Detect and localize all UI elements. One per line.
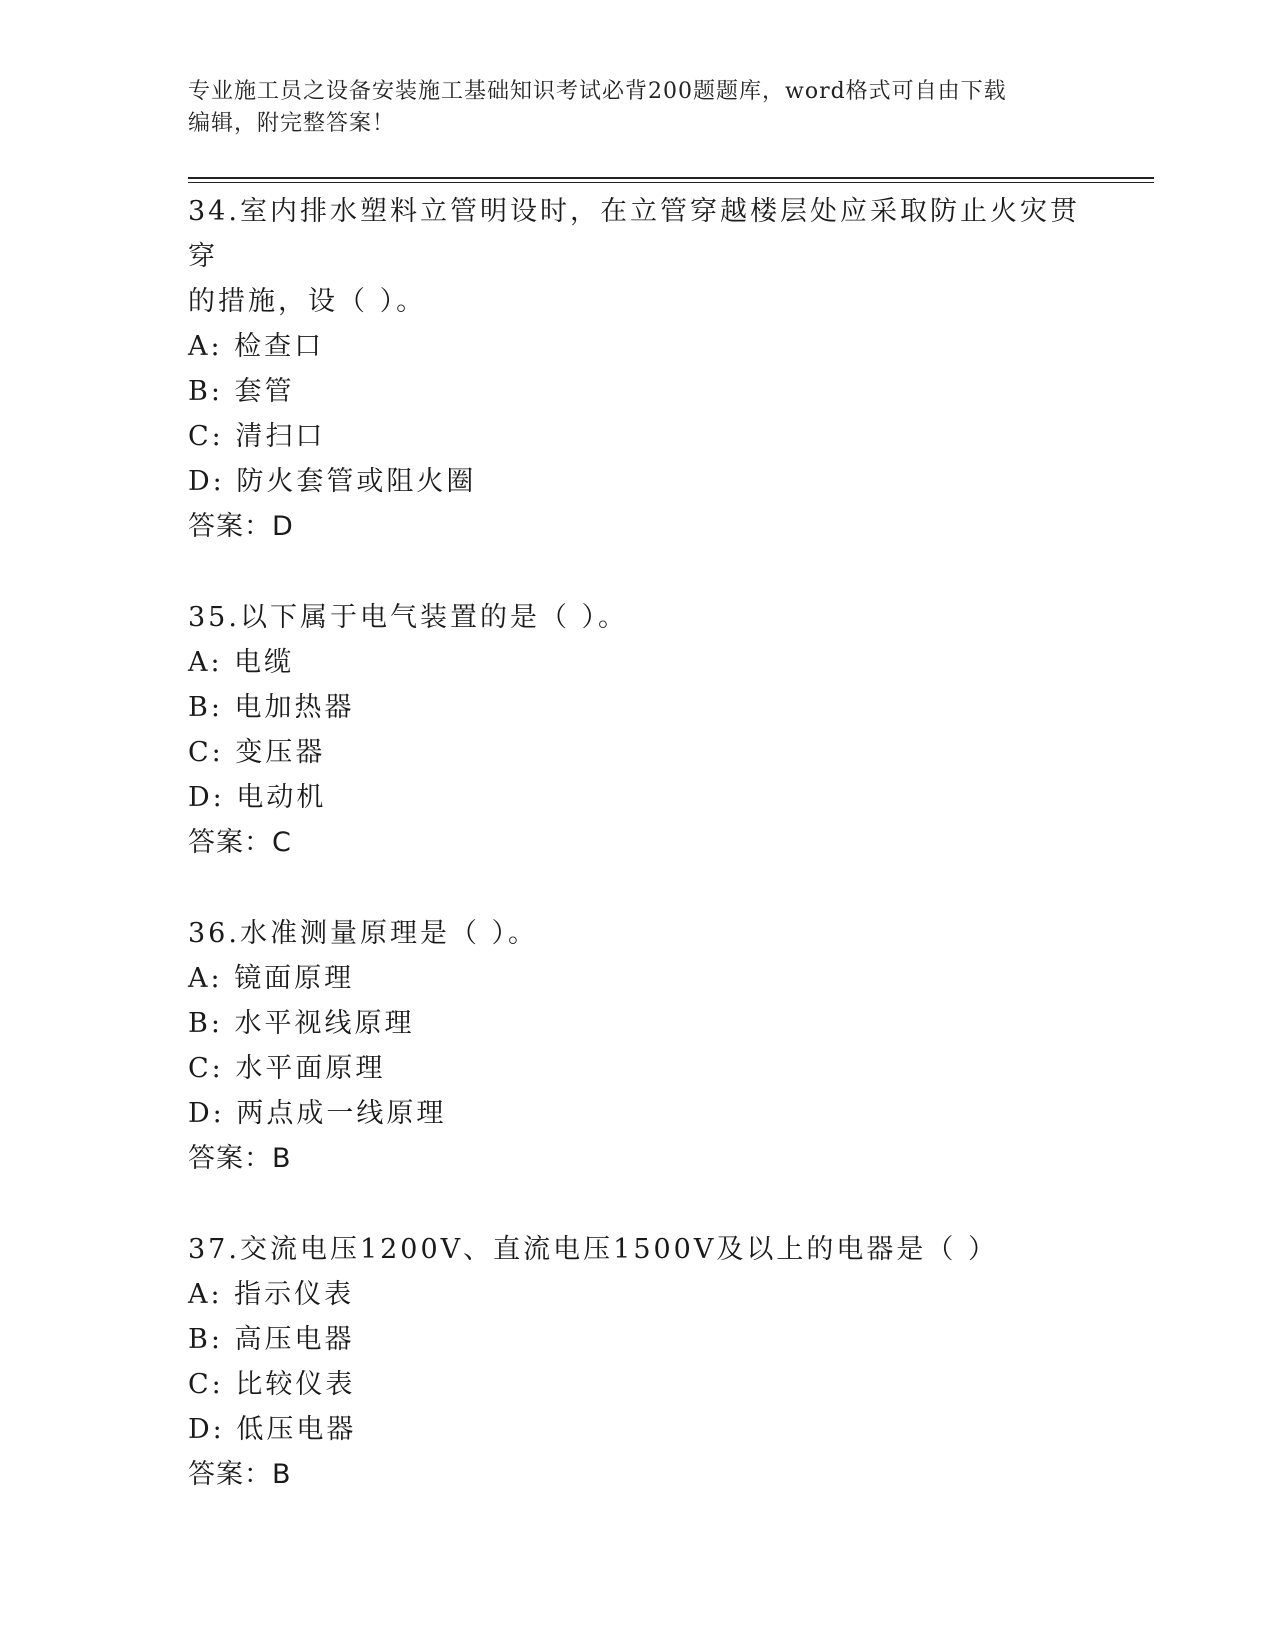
header-divider-thin <box>188 182 1154 183</box>
option-c: C: 清扫口 <box>188 421 326 452</box>
answer: 答案：D <box>188 511 294 542</box>
option-b: B: 水平视线原理 <box>188 1008 415 1039</box>
header-divider-thick <box>188 177 1154 179</box>
question-37 <box>188 1227 1108 1497</box>
question-stem: 34.室内排水塑料立管明设时，在立管穿越楼层处应采取防止火灾贯穿 <box>188 196 1080 272</box>
answer: 答案：B <box>188 1143 292 1174</box>
header-line-2: 编辑，附完整答案！ <box>188 111 396 136</box>
option-d: D: 电动机 <box>188 782 327 813</box>
header-line-1: 专业施工员之设备安装施工基础知识考试必背200题题库，word格式可自由下载 <box>188 79 1007 104</box>
option-a: A: 电缆 <box>188 647 295 678</box>
option-b: B: 高压电器 <box>188 1324 355 1355</box>
option-d: D: 低压电器 <box>188 1414 357 1445</box>
option-a: A: 指示仪表 <box>188 1279 355 1310</box>
option-c: C: 变压器 <box>188 737 326 768</box>
option-b: B: 套管 <box>188 376 295 407</box>
question-35 <box>188 595 1108 865</box>
question-34 <box>188 189 1108 549</box>
question-stem: 36.水准测量原理是（ ）。 <box>188 918 539 949</box>
option-a: A: 检查口 <box>188 331 325 362</box>
document-header <box>188 76 1088 140</box>
question-stem: 35.以下属于电气装置的是（ ）。 <box>188 602 629 633</box>
question-stem: 37.交流电压1200V、直流电压1500V及以上的电器是（ ） <box>188 1234 998 1265</box>
option-a: A: 镜面原理 <box>188 963 355 994</box>
option-c: C: 比较仪表 <box>188 1369 356 1400</box>
option-d: D: 两点成一线原理 <box>188 1098 447 1129</box>
question-stem-continued: 的措施，设（ ）。 <box>188 286 427 317</box>
answer: 答案：B <box>188 1459 292 1490</box>
answer: 答案：C <box>188 827 292 858</box>
question-list <box>188 189 1108 1543</box>
option-b: B: 电加热器 <box>188 692 355 723</box>
option-c: C: 水平面原理 <box>188 1053 386 1084</box>
question-36 <box>188 911 1108 1181</box>
option-d: D: 防火套管或阻火圈 <box>188 466 477 497</box>
